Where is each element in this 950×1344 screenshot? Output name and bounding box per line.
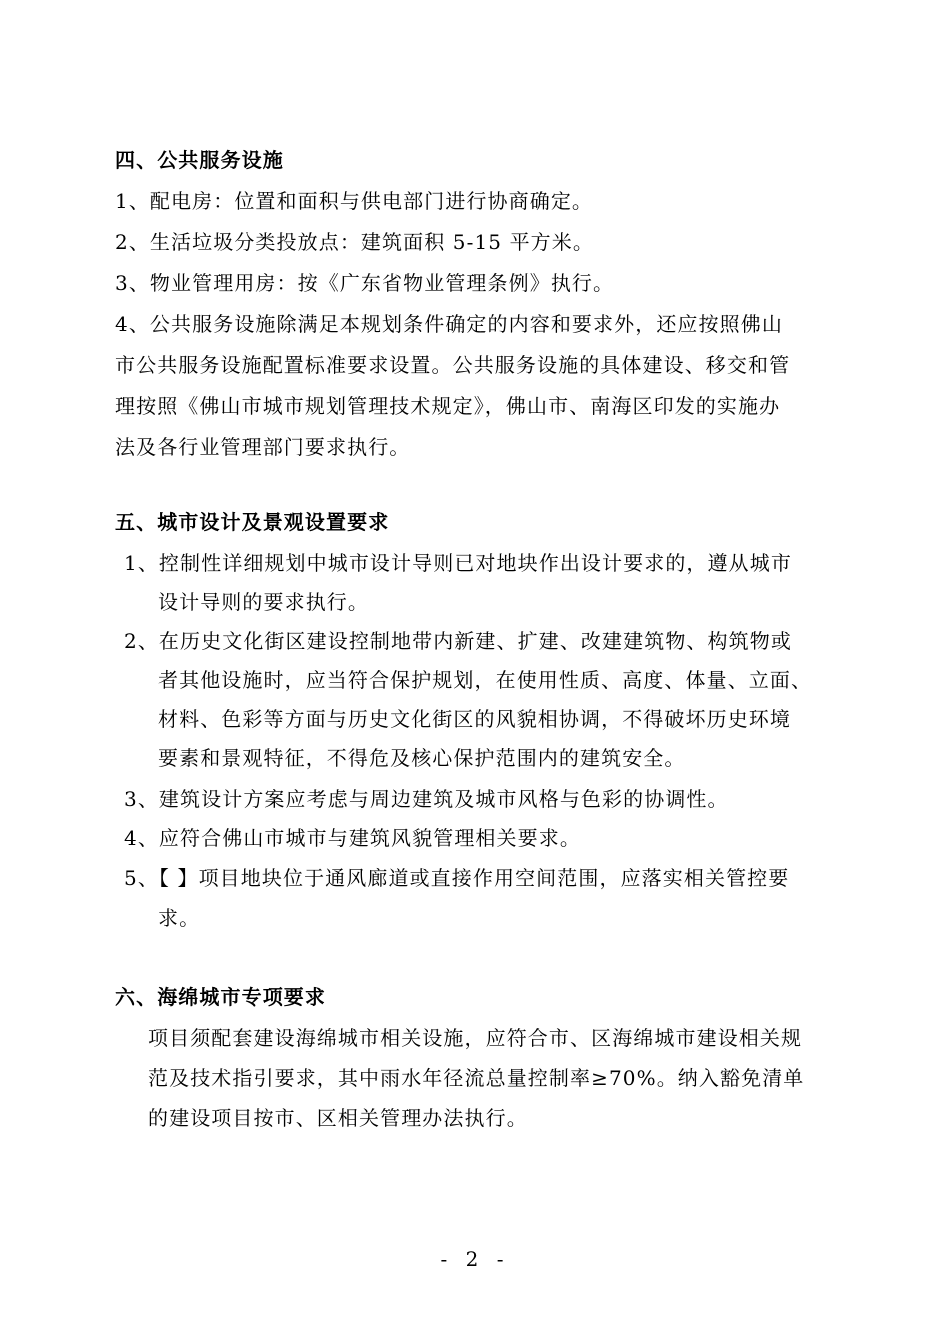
section5-item2-line1: 2、在历史文化街区建设控制地带内新建、扩建、改建建筑物、构筑物或 [124, 629, 792, 653]
section4-item2: 2、生活垃圾分类投放点：建筑面积 5-15 平方米。 [115, 230, 594, 254]
section5-item3: 3、建筑设计方案应考虑与周边建筑及城市风格与色彩的协调性。 [124, 787, 729, 811]
section5-item1-line1: 1、控制性详细规划中城市设计导则已对地块作出设计要求的，遵从城市 [124, 551, 792, 575]
section4-item4-line3: 理按照《佛山市城市规划管理技术规定》，佛山市、南海区印发的实施办 [115, 394, 781, 418]
section6-para-line3: 的建设项目按市、区相关管理办法执行。 [148, 1106, 528, 1130]
page-number: - 2 - [440, 1247, 510, 1271]
section5-item2-line4: 要素和景观特征，不得危及核心保护范围内的建筑安全。 [158, 746, 686, 770]
section5-item2-line2: 者其他设施时，应当符合保护规划，在使用性质、高度、体量、立面、 [158, 668, 813, 692]
section4-item4-line2: 市公共服务设施配置标准要求设置。公共服务设施的具体建设、移交和管 [115, 353, 791, 377]
section4-heading: 四、公共服务设施 [115, 148, 284, 172]
section5-item2-line3: 材料、色彩等方面与历史文化街区的风貌相协调，不得破坏历史环境 [158, 707, 791, 731]
section4-item4-line1: 4、公共服务设施除满足本规划条件确定的内容和要求外，还应按照佛山 [115, 312, 783, 336]
section4-item1: 1、配电房：位置和面积与供电部门进行协商确定。 [115, 189, 594, 213]
section5-heading: 五、城市设计及景观设置要求 [115, 510, 390, 534]
section4-item3: 3、物业管理用房：按《广东省物业管理条例》执行。 [115, 271, 615, 295]
section5-item5-line1: 5、【 】项目地块位于通风廊道或直接作用空间范围，应落实相关管控要 [124, 866, 790, 890]
section5-item4: 4、应符合佛山市城市与建筑风貌管理相关要求。 [124, 826, 581, 850]
section6-para-line2: 范及技术指引要求，其中雨水年径流总量控制率≥70%。纳入豁免清单 [148, 1066, 805, 1090]
section5-item1-line2: 设计导则的要求执行。 [158, 590, 369, 614]
section6-heading: 六、海绵城市专项要求 [115, 985, 326, 1009]
section6-para-line1: 项目须配套建设海绵城市相关设施，应符合市、区海绵城市建设相关规 [148, 1026, 803, 1050]
section5-item5-line2: 求。 [158, 906, 201, 930]
section4-item4-line4: 法及各行业管理部门要求执行。 [115, 435, 411, 459]
